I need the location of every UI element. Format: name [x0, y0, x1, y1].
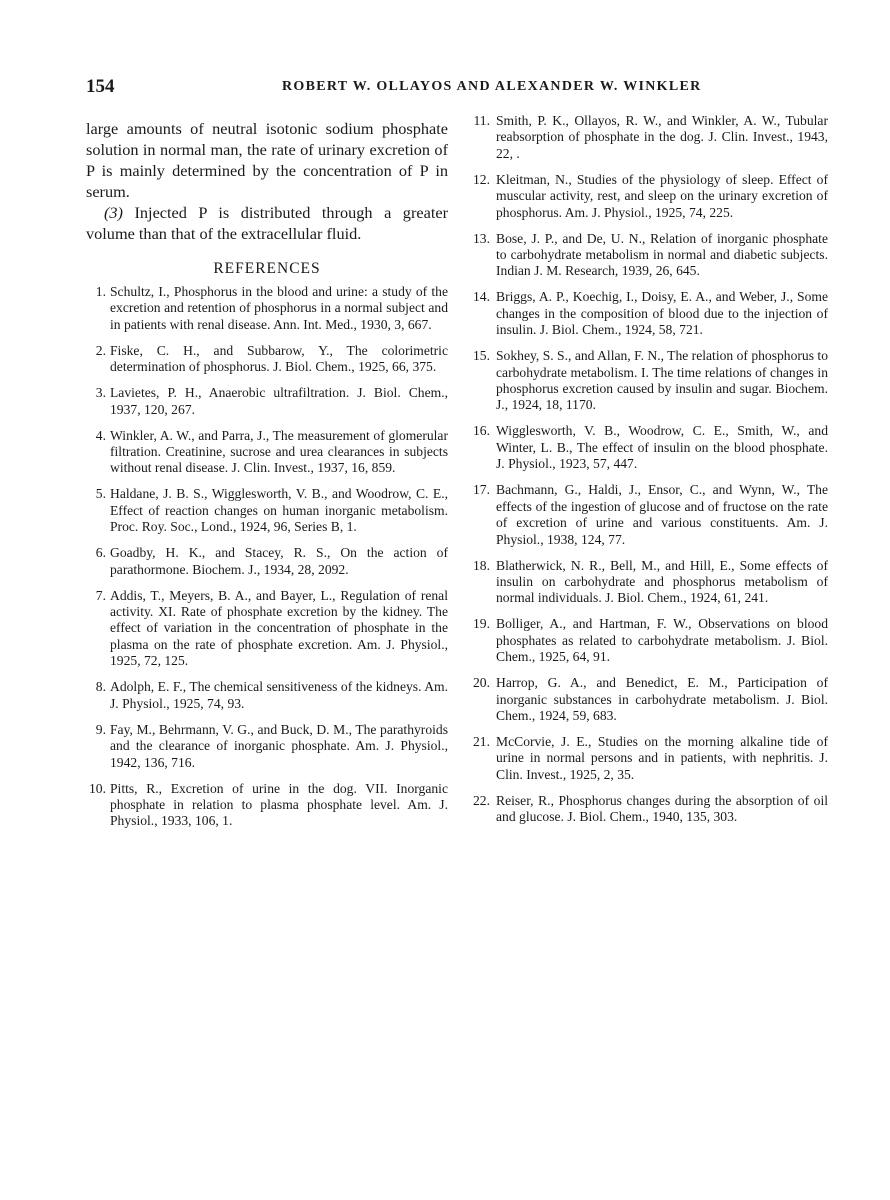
reference-number: 12.	[473, 171, 490, 187]
reference-number: 4.	[95, 427, 106, 443]
body-paragraph-2	[86, 202, 448, 244]
reference-number: 20.	[473, 675, 490, 691]
reference-number: 6.	[95, 545, 106, 561]
reference-item	[466, 558, 828, 607]
reference-number: 13.	[473, 230, 490, 246]
reference-item	[86, 385, 448, 418]
reference-item	[86, 428, 448, 477]
reference-text: Fay, M., Behrmann, V. G., and Buck, D. M., The parathyroids and the clearance of inorganic phosphate. Am. J. Physiol., 1942, 136, 716.	[110, 721, 448, 770]
reference-text: Sokhey, S. S., and Allan, F. N., The relation of phosphorus to carbohydrate metabolism. I. The time relations of changes in phosphorus excretion caused by insulin and sugar. Biochem. J., 1924, 18, 1170.	[496, 348, 828, 413]
reference-number: 15.	[473, 348, 490, 364]
reference-number: 7.	[95, 587, 106, 603]
reference-text: Blatherwick, N. R., Bell, M., and Hill, E., Some effects of insulin on carbohydrate and phosphorus metabolism of normal individuals. J. Biol. Chem., 1924, 61, 241.	[496, 557, 828, 606]
reference-number: 22.	[473, 792, 490, 808]
reference-text: Adolph, E. F., The chemical sensitiveness of the kidneys. Am. J. Physiol., 1925, 74, 93.	[110, 679, 448, 711]
running-head: ROBERT W. OLLAYOS AND ALEXANDER W. WINKLER	[282, 79, 702, 94]
reference-item	[86, 679, 448, 712]
reference-number: 21.	[473, 733, 490, 749]
reference-text: Wigglesworth, V. B., Woodrow, C. E., Smith, W., and Winter, L. B., The effect of insulin on the blood phosphate. J. Physiol., 1923, 57, 447.	[496, 423, 828, 472]
reference-text: Lavietes, P. H., Anaerobic ultrafiltration. J. Biol. Chem., 1937, 120, 267.	[110, 385, 448, 417]
reference-text: Bose, J. P., and De, U. N., Relation of inorganic phosphate to carbohydrate metabolism in normal and diabetic subjects. Indian J. M. Research, 1939, 26, 645.	[496, 230, 828, 279]
references-list-right	[466, 113, 828, 826]
reference-item	[466, 482, 828, 548]
right-column	[466, 113, 828, 835]
reference-text: Goadby, H. K., and Stacey, R. S., On the action of parathormone. Biochem. J., 1934, 28, 2092.	[110, 545, 448, 577]
reference-number: 3.	[95, 385, 106, 401]
reference-item	[466, 423, 828, 472]
reference-number: 9.	[95, 721, 106, 737]
reference-text: McCorvie, J. E., Studies on the morning alkaline tide of urine in normal persons and in patients, with nephritis. J. Clin. Invest., 1925, 2, 35.	[496, 733, 828, 782]
reference-text: Harrop, G. A., and Benedict, E. M., Participation of inorganic substances in carbohydrate metabolism. J. Biol. Chem., 1924, 59, 683.	[496, 675, 828, 723]
reference-text: Fiske, C. H., and Subbarow, Y., The colorimetric determination of phosphorus. J. Biol. Chem., 1925, 66, 375.	[110, 342, 448, 375]
reference-text: Kleitman, N., Studies of the physiology of sleep. Effect of muscular activity, rest, and sleep on the urinary excretion of phosphorus. Am. J. Physiol., 1925, 74, 225.	[496, 171, 828, 220]
reference-text: Winkler, A. W., and Parra, J., The measurement of glomerular filtration. Creatinine, sucrose and urea clearances in subjects without renal disease. J. Clin. Invest., 1937, 16, 859.	[110, 427, 448, 476]
reference-item	[466, 172, 828, 221]
reference-item	[466, 734, 828, 783]
reference-text: Briggs, A. P., Koechig, I., Doisy, E. A., and Weber, J., Some changes in the composition of blood due to the injection of insulin. J. Biol. Chem., 1924, 58, 721.	[496, 289, 828, 338]
reference-item	[466, 675, 828, 724]
body-paragraph-1: large amounts of neutral isotonic sodium phosphate solution in normal man, the rate of urinary excretion of P is mainly determined by the concentration of P in serum.	[86, 119, 448, 201]
reference-item	[466, 793, 828, 826]
reference-item	[86, 722, 448, 771]
reference-text: Addis, T., Meyers, B. A., and Bayer, L., Regulation of renal activity. XI. Rate of phosphate excretion by the kidney. The effect of variation in the concentration of phosphate in the plasma on the rate of phosphate excretion. Am. J. Physiol., 1925, 72, 125.	[110, 587, 448, 669]
reference-number: 10.	[89, 780, 106, 796]
reference-text: Smith, P. K., Ollayos, R. W., and Winkler, A. W., Tubular reabsorption of phosphate in the dog. J. Clin. Invest., 1943, 22, .	[496, 113, 828, 161]
reference-number: 5.	[95, 486, 106, 502]
reference-item	[86, 486, 448, 535]
reference-text: Schultz, I., Phosphorus in the blood and urine: a study of the excretion and retention of phosphorus in a normal subject and in patients with renal disease. Ann. Int. Med., 1930, 3, 667.	[110, 284, 448, 332]
reference-number: 2.	[95, 342, 106, 358]
page-header	[86, 76, 826, 100]
reference-item	[86, 284, 448, 333]
reference-number: 8.	[95, 679, 106, 695]
reference-item	[466, 348, 828, 414]
reference-item	[466, 616, 828, 665]
reference-number: 18.	[473, 557, 490, 573]
reference-item	[86, 545, 448, 578]
reference-item	[466, 289, 828, 338]
reference-number: 1.	[95, 284, 106, 299]
reference-number: 16.	[473, 423, 490, 439]
page-number: 154	[86, 76, 115, 97]
reference-item	[86, 588, 448, 670]
reference-number: 19.	[473, 616, 490, 632]
reference-text: Reiser, R., Phosphorus changes during the absorption of oil and glucose. J. Biol. Chem., 1940, 135, 303.	[496, 792, 828, 825]
references-heading: REFERENCES	[213, 260, 321, 277]
reference-number: 11.	[473, 113, 490, 128]
reference-item	[466, 113, 828, 162]
conclusion-text: Injected P is distributed through a greater volume than that of the extracellular fluid.	[86, 203, 448, 243]
reference-text: Haldane, J. B. S., Wigglesworth, V. B., and Woodrow, C. E., Effect of reaction changes on human inorganic metabolism. Proc. Roy. Soc., Lond., 1924, 96, Series B, 1.	[110, 486, 448, 535]
left-column	[86, 118, 448, 839]
reference-text: Bolliger, A., and Hartman, F. W., Observations on blood phosphates as related to carbohydrate metabolism. J. Biol. Chem., 1925, 64, 91.	[496, 616, 828, 665]
reference-item	[86, 343, 448, 376]
reference-text: Pitts, R., Excretion of urine in the dog. VII. Inorganic phosphate in relation to plasma phosphate level. Am. J. Physiol., 1933, 106, 1.	[110, 780, 448, 829]
reference-number: 17.	[473, 482, 490, 498]
reference-item	[466, 231, 828, 280]
reference-text: Bachmann, G., Haldi, J., Ensor, C., and Wynn, W., The effects of the ingestion of glucose and of fructose on the rate of excretion of urine and various constituents. Am. J. Physiol., 1938, 124, 77.	[496, 482, 828, 547]
conclusion-number: (3)	[104, 203, 123, 222]
reference-number: 14.	[473, 289, 490, 305]
reference-item	[86, 781, 448, 830]
references-list-left	[86, 284, 448, 830]
